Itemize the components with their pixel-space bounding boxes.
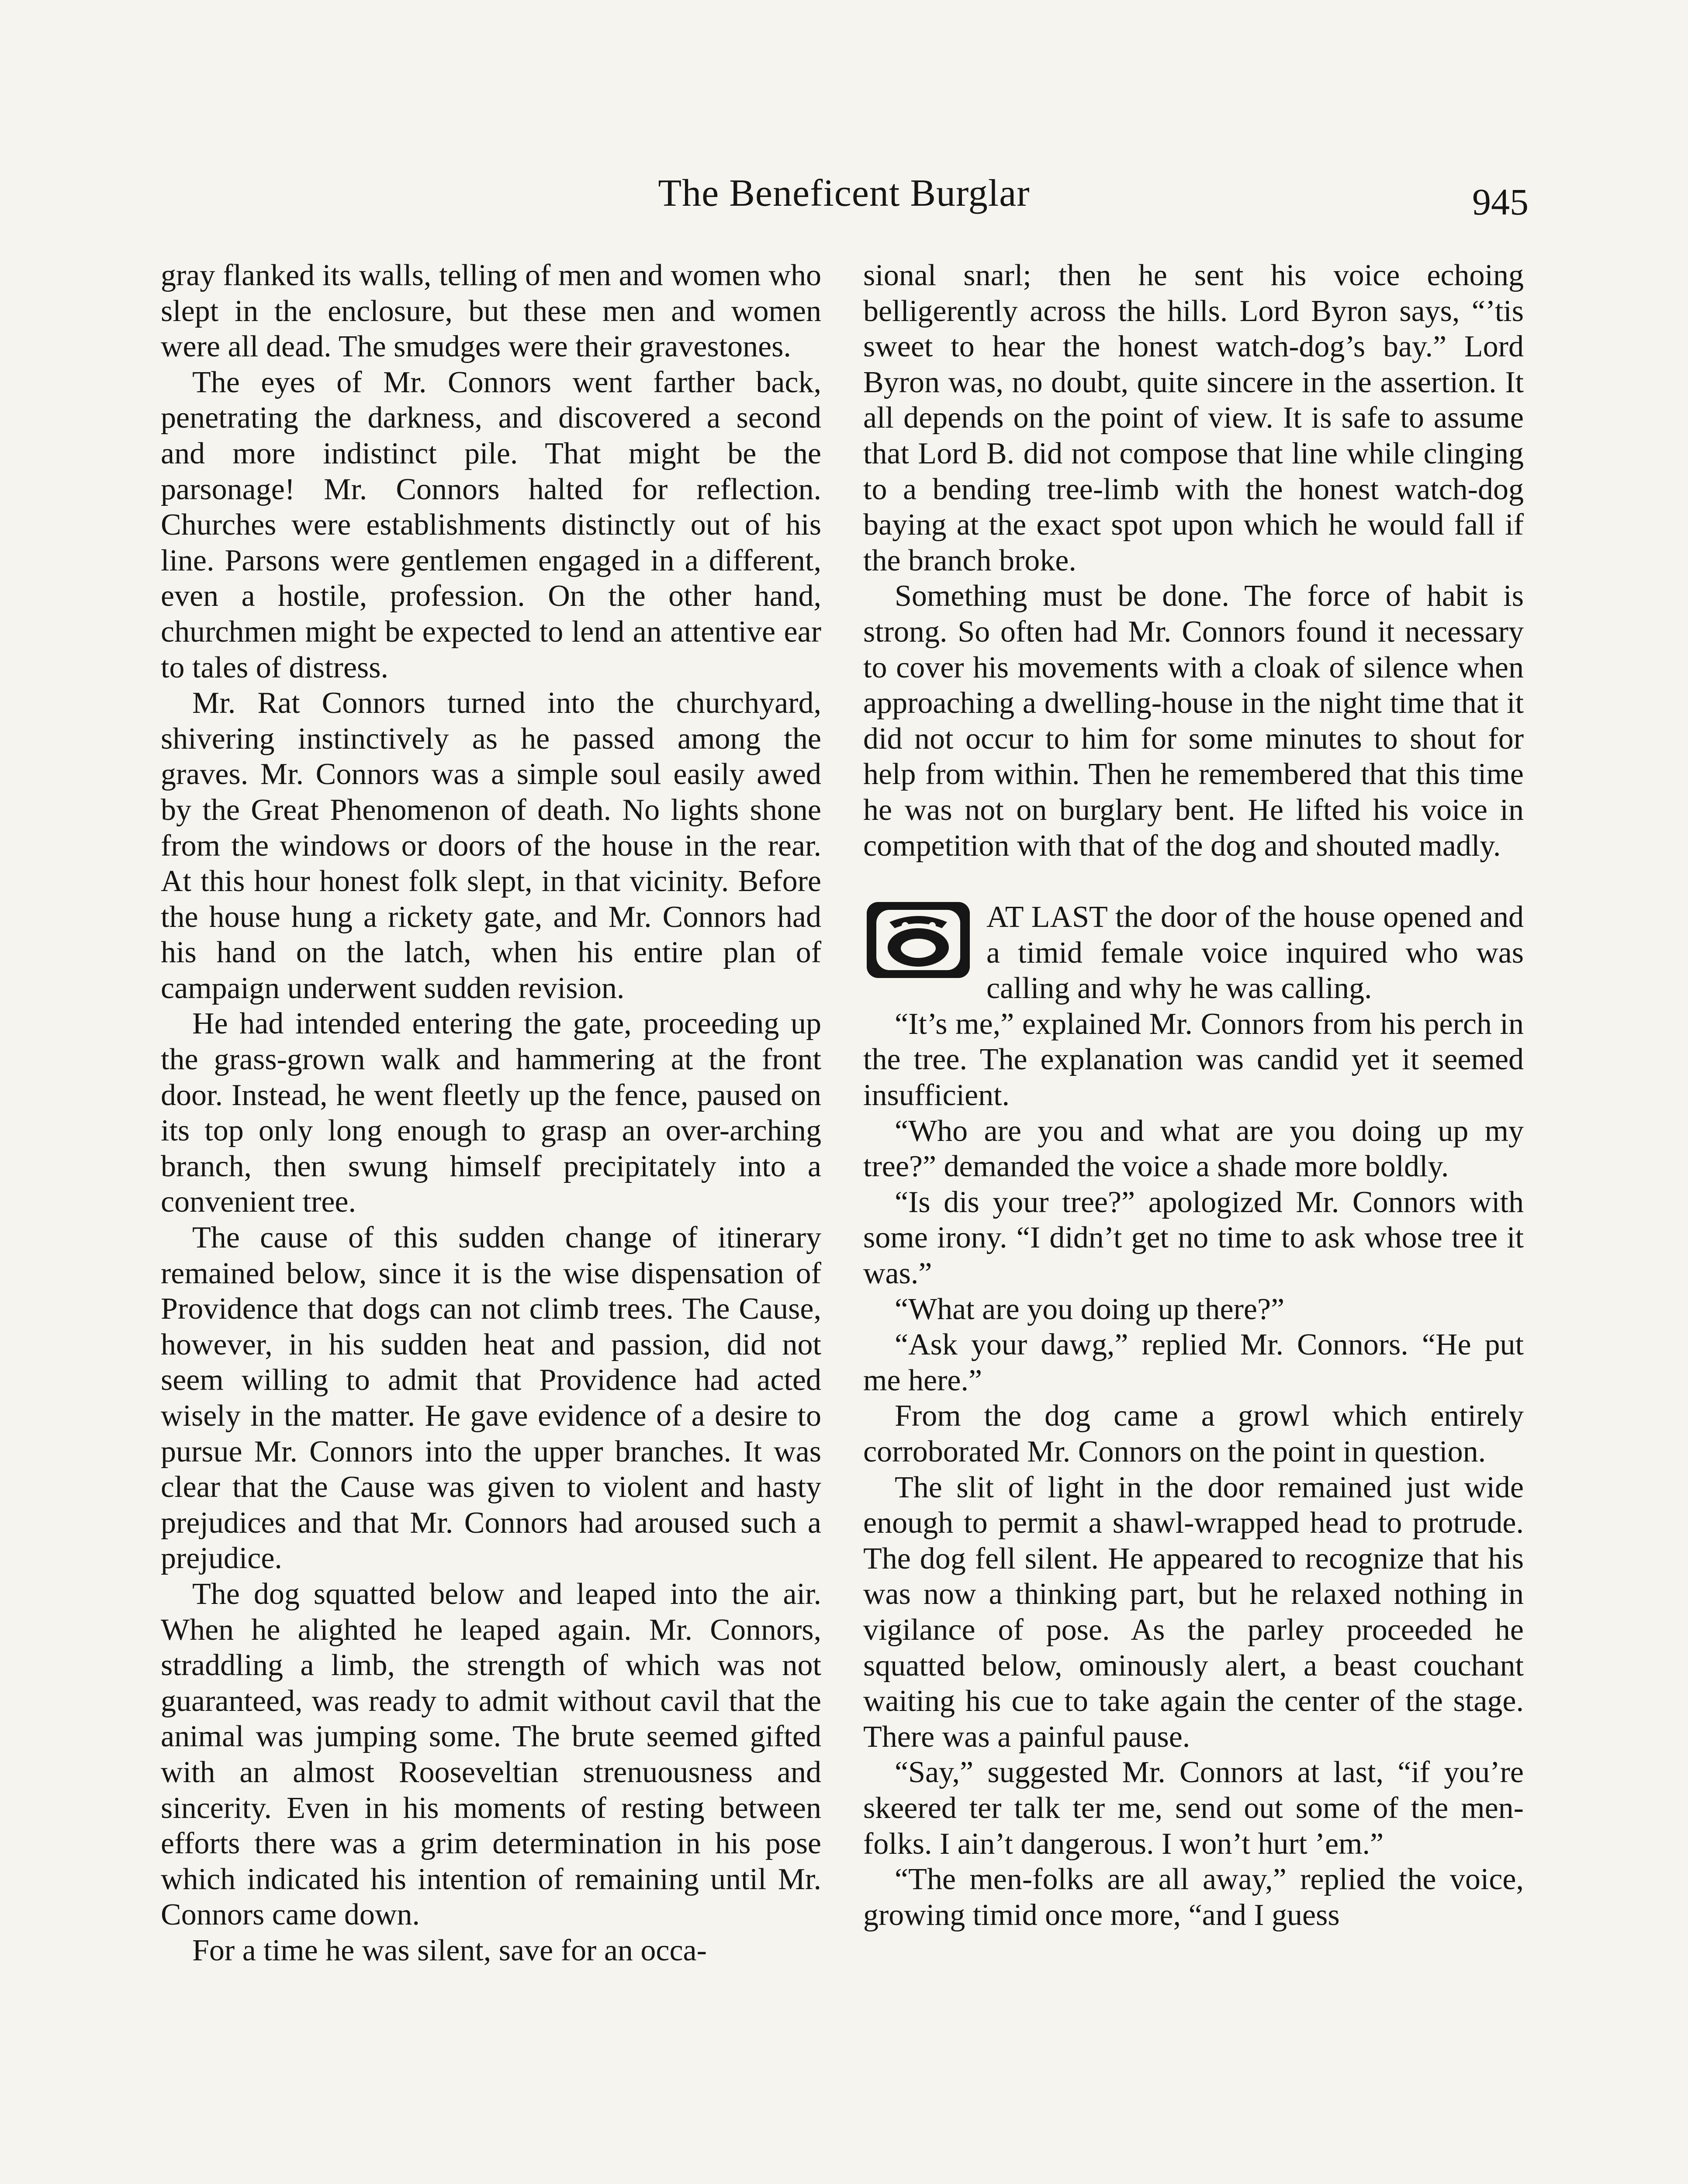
paragraph: From the dog came a growl which entirely corroborated Mr. Connors on the point in question.: [863, 1399, 1524, 1469]
paragraph: “Say,” suggested Mr. Connors at last, “if you’re skeered ter talk ter me, send out some of the men-folks. I ain’t dangerous. I won’t hurt ’em.”: [863, 1755, 1524, 1861]
dropcap-ornament-icon: [863, 899, 973, 981]
paragraph: “Is dis your tree?” apologized Mr. Connors with some irony. “I didn’t get no time to ask whose tree it was.”: [863, 1185, 1524, 1291]
paragraph: The eyes of Mr. Connors went farther back, penetrating the darkness, and discovered a second and more indistinct pile. That might be the parsonage! Mr. Connors halted for reflection. Churches were establishments distinctly out of his line. Parsons were gentlemen engaged in a different, even a hostile, profession. On the other hand, churchmen might be expected to lend an attentive ear to tales of distress.: [161, 365, 821, 684]
paragraph: “What are you doing up there?”: [895, 1292, 1285, 1326]
paragraph: “Ask your dawg,” replied Mr. Connors. “He put me here.”: [863, 1328, 1524, 1397]
left-column: [161, 258, 821, 1969]
paragraph: AT LAST the door of the house opened and a timid female voice inquired who was calling and why he was calling.: [986, 900, 1524, 1006]
paragraph: The cause of this sudden change of itinerary remained below, since it is the wise dispensation of Providence that dogs can not climb trees. The Cause, however, in his sudden heat and passion, did not seem willing to admit that Providence had acted wisely in the matter. He gave evidence of a desire to pursue Mr. Connors into the upper branches. It was clear that the Cause was given to violent and hasty prejudices and that Mr. Connors had aroused such a prejudice.: [161, 1221, 821, 1576]
right-column: [863, 258, 1524, 1933]
paragraph: He had intended entering the gate, proceeding up the grass-grown walk and hammering at the front door. Instead, he went fleetly up the fence, paused on its top only long enough to grasp an over-arching branch, then swung himself precipitately into a convenient tree.: [161, 1007, 821, 1219]
paragraph: The slit of light in the door remained just wide enough to permit a shawl-wrapped head to protrude. The dog fell silent. He appeared to recognize that his was now a thinking part, but he relaxed nothing in vigilance of pose. As the parley proceeded he squatted below, ominously alert, a beast couchant waiting his cue to take again the center of the stage. There was a painful pause.: [863, 1470, 1524, 1754]
paragraph: “The men-folks are all away,” replied the voice, growing timid once more, “and I guess: [863, 1863, 1524, 1932]
paragraph: “Who are you and what are you doing up my tree?” demanded the voice a shade more boldly.: [863, 1114, 1524, 1184]
paragraph: The dog squatted below and leaped into the air. When he alighted he leaped again. Mr. Connors, straddling a limb, the strength of which was not guaranteed, was ready to admit without cavil that the animal was jumping some. The brute seemed gifted with an almost Rooseveltian strenuousness and sincerity. Even in his moments of resting between efforts there was a grim determination in his pose which indicated his intention of remaining until Mr. Connors came down.: [161, 1577, 821, 1932]
running-title: The Beneficent Burglar: [658, 172, 1030, 214]
paragraph: sional snarl; then he sent his voice echoing belligerently across the hills. Lord Byron says, “’tis sweet to hear the honest watch-dog’s bay.” Lord Byron was, no doubt, quite sincere in the assertion. It all depends on the point of view. It is safe to assume that Lord B. did not compose that line while clinging to a bending tree-limb with the honest watch-dog baying at the exact spot upon which he would fall if the branch broke.: [863, 259, 1524, 577]
paragraph: Something must be done. The force of habit is strong. So often had Mr. Connors found it necessary to cover his movements with a cloak of silence when approaching a dwelling-house in the night time that it did not occur to him for some minutes to shout for help from within. Then he remembered that this time he was not on burglary bent. He lifted his voice in competition with that of the dog and shouted madly.: [863, 579, 1524, 863]
paragraph: “It’s me,” explained Mr. Connors from his perch in the tree. The explanation was candid yet it seemed insufficient.: [863, 1007, 1524, 1113]
paragraph: gray flanked its walls, telling of men and women who slept in the enclosure, but these men and women were all dead. The smudges were their gravestones.: [161, 259, 821, 364]
page-number: 945: [1472, 181, 1529, 223]
paragraph: For a time he was silent, save for an occa-: [192, 1933, 707, 1967]
paragraph: Mr. Rat Connors turned into the churchyard, shivering instinctively as he passed among the graves. Mr. Connors was a simple soul easily awed by the Great Phenomenon of death. No lights shone from the windows or doors of the house in the rear. At this hour honest folk slept, in that vicinity. Before the house hung a rickety gate, and Mr. Connors had his hand on the latch, when his entire plan of campaign underwent sudden revision.: [161, 686, 821, 1005]
